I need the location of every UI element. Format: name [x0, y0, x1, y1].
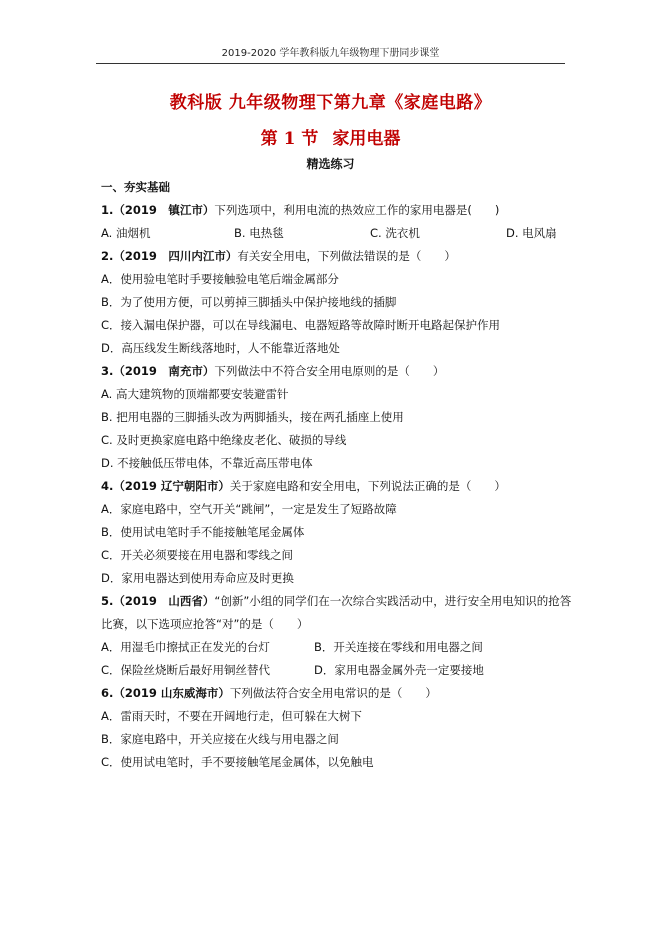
question-5 [101, 594, 572, 617]
question-stem: 有关安全用电，下列做法错误的是（ ） [237, 249, 456, 263]
option-c: C．使用试电笔时，手不要接触笔尾金属体，以免触电 [101, 755, 374, 769]
question-number: 1. [101, 203, 114, 217]
option-c: C．开关必须要接在用电器和零线之间 [101, 548, 294, 562]
question-source: （2019 辽宁朝阳市） [113, 479, 230, 493]
option-b: B．开关连接在零线和用电器之间 [314, 640, 483, 654]
option-d: D．高压线发生断线落地时，人不能靠近落地处 [101, 341, 340, 355]
option-d: D．家用电器金属外壳一定要接地 [314, 663, 484, 677]
question-4 [101, 479, 561, 502]
option-c: C. 洗衣机 [370, 226, 420, 240]
question-source: （2019 镇江市） [113, 203, 215, 217]
option-c: C. 及时更换家庭电路中绝缘皮老化、破损的导线 [101, 433, 347, 447]
question-1 [101, 203, 561, 226]
question-source: （2019 南充市） [113, 364, 215, 378]
option-d: D．家用电器达到使用寿命应及时更换 [101, 571, 294, 585]
question-1-options [101, 226, 561, 249]
option-a: A. 高大建筑物的顶端都要安装避雷针 [101, 387, 289, 401]
question-2 [101, 249, 561, 272]
question-5-options-row-2 [101, 663, 561, 686]
document-title: 教科版 九年级物理下第九章《家庭电路》 [169, 93, 492, 113]
question-number: 3. [101, 364, 114, 378]
option-c: C．保险丝烧断后最好用铜丝替代 [101, 663, 271, 677]
exercise-content [101, 180, 572, 778]
question-stem: 下列做法中不符合安全用电原则的是（ ） [214, 364, 445, 378]
option-c: C．接入漏电保护器，可以在导线漏电、电器短路等故障时断开电路起保护作用 [101, 318, 501, 332]
option-b: B. 电热毯 [234, 226, 284, 240]
option-d: D. 不接触低压带电体，不靠近高压带电体 [101, 456, 313, 470]
question-6 [101, 686, 561, 709]
question-number: 4. [101, 479, 114, 493]
option-b: B. 把用电器的三脚插头改为两脚插头，接在两孔插座上使用 [101, 410, 404, 424]
question-source: （2019 山西省） [113, 594, 215, 608]
option-a: A．使用验电笔时手要接触验电笔后端金属部分 [101, 272, 339, 286]
question-stem: 下列选项中，利用电流的热效应工作的家用电器是( ) [214, 203, 500, 217]
option-b: B．家庭电路中，开关应接在火线与用电器之间 [101, 732, 339, 746]
option-a: A. 油烟机 [101, 226, 151, 240]
option-d: D. 电风扇 [506, 226, 557, 240]
option-a: A．家庭电路中，空气开关“跳闸”，一定是发生了短路故障 [101, 502, 397, 516]
subtitle: 精选练习 [306, 157, 355, 171]
option-b: B．为了使用方便，可以剪掉三脚插头中保护接地线的插脚 [101, 295, 397, 309]
option-a: A．雷雨天时，不要在开阔地行走，但可躲在大树下 [101, 709, 362, 723]
option-a: A．用湿毛巾擦拭正在发光的台灯 [101, 640, 270, 654]
question-number: 5. [101, 594, 114, 608]
question-5-stem-continued: 比赛，以下选项应抢答“对”的是（ ） [101, 617, 309, 631]
section-title [0, 124, 661, 149]
question-source: （2019 山东威海市） [113, 686, 230, 700]
question-3 [101, 364, 561, 387]
question-number: 6. [101, 686, 114, 700]
question-stem: 下列做法符合安全用电常识的是（ ） [229, 686, 437, 700]
question-5-options-row-1 [101, 640, 561, 663]
question-stem: “创新”小组的同学们在一次综合实践活动中，进行安全用电知识的抢答 [214, 594, 572, 608]
section-name: 家用电器 [332, 129, 401, 149]
part-heading: 一、夯实基础 [101, 180, 170, 194]
option-b: B．使用试电笔时手不能接触笔尾金属体 [101, 525, 305, 539]
header-rule [96, 63, 565, 64]
page-header: 2019-2020 学年教科版九年级物理下册同步课堂 [221, 48, 440, 59]
question-stem: 关于家庭电路和安全用电，下列说法正确的是（ ） [229, 479, 506, 493]
question-number: 2. [101, 249, 114, 263]
question-source: （2019 四川内江市） [113, 249, 238, 263]
section-number: 第 1 节 [260, 129, 319, 149]
